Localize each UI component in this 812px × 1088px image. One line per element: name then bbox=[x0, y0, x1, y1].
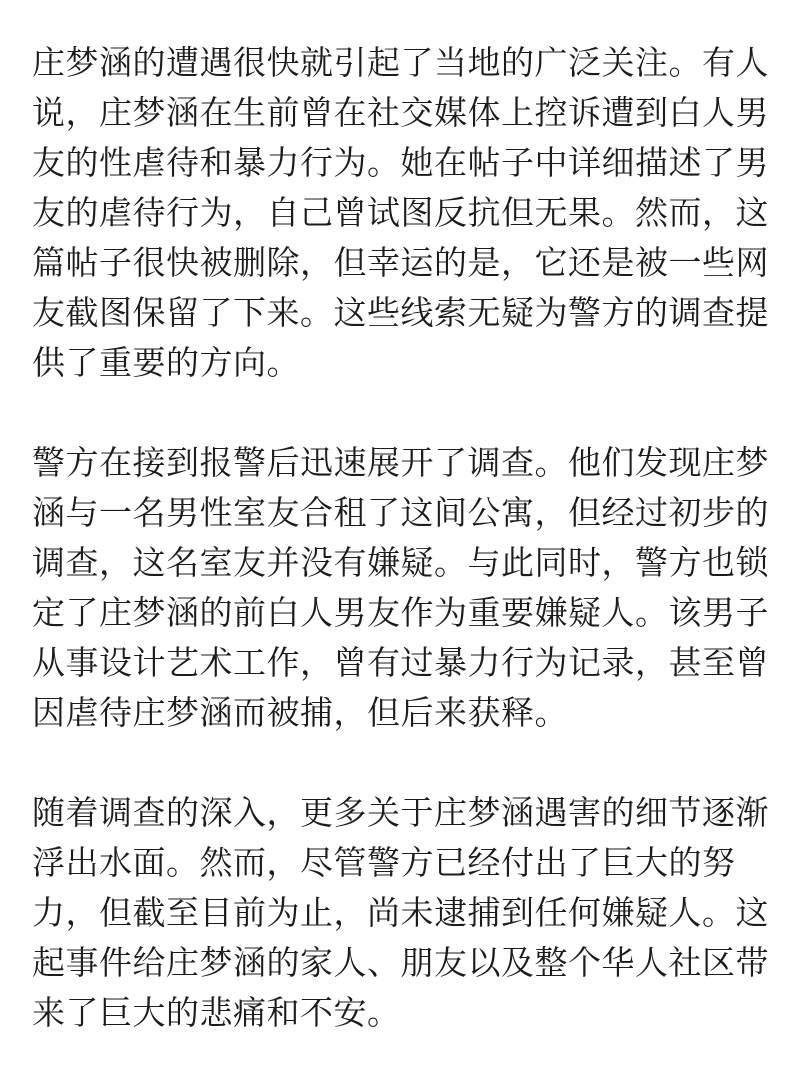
article-body bbox=[32, 38, 792, 1088]
paragraph-1 bbox=[32, 38, 792, 388]
paragraph-2 bbox=[32, 438, 792, 738]
text-line: 因虐待庄梦涵而被捕，但后来获释。 bbox=[32, 693, 568, 732]
text-line: 调查，这名室友并没有嫌疑。与此同时，警方也锁 bbox=[32, 543, 769, 582]
text-line: 友截图保留了下来。这些线索无疑为警方的调查提 bbox=[32, 293, 769, 332]
text-line: 友的虐待行为，自己曾试图反抗但无果。然而，这 bbox=[32, 193, 769, 232]
text-line: 起事件给庄梦涵的家人、朋友以及整个华人社区带 bbox=[32, 943, 769, 982]
text-line: 说，庄梦涵在生前曾在社交媒体上控诉遭到白人男 bbox=[32, 93, 769, 132]
text-line: 供了重要的方向。 bbox=[32, 343, 300, 382]
text-line: 随着调查的深入，更多关于庄梦涵遇害的细节逐渐 bbox=[32, 793, 769, 832]
text-line: 友的性虐待和暴力行为。她在帖子中详细描述了男 bbox=[32, 143, 769, 182]
text-line: 庄梦涵的遭遇很快就引起了当地的广泛关注。有人 bbox=[32, 43, 769, 82]
text-line: 浮出水面。然而，尽管警方已经付出了巨大的努 bbox=[32, 843, 736, 882]
text-line: 警方在接到报警后迅速展开了调查。他们发现庄梦 bbox=[32, 443, 769, 482]
paragraph-3 bbox=[32, 788, 792, 1038]
text-line: 篇帖子很快被删除，但幸运的是，它还是被一些网 bbox=[32, 243, 769, 282]
text-line: 涵与一名男性室友合租了这间公寓，但经过初步的 bbox=[32, 493, 769, 532]
text-line: 力，但截至目前为止，尚未逮捕到任何嫌疑人。这 bbox=[32, 893, 769, 932]
text-line: 来了巨大的悲痛和不安。 bbox=[32, 993, 401, 1032]
text-line: 定了庄梦涵的前白人男友作为重要嫌疑人。该男子 bbox=[32, 593, 769, 632]
text-line: 从事设计艺术工作，曾有过暴力行为记录，甚至曾 bbox=[32, 643, 769, 682]
